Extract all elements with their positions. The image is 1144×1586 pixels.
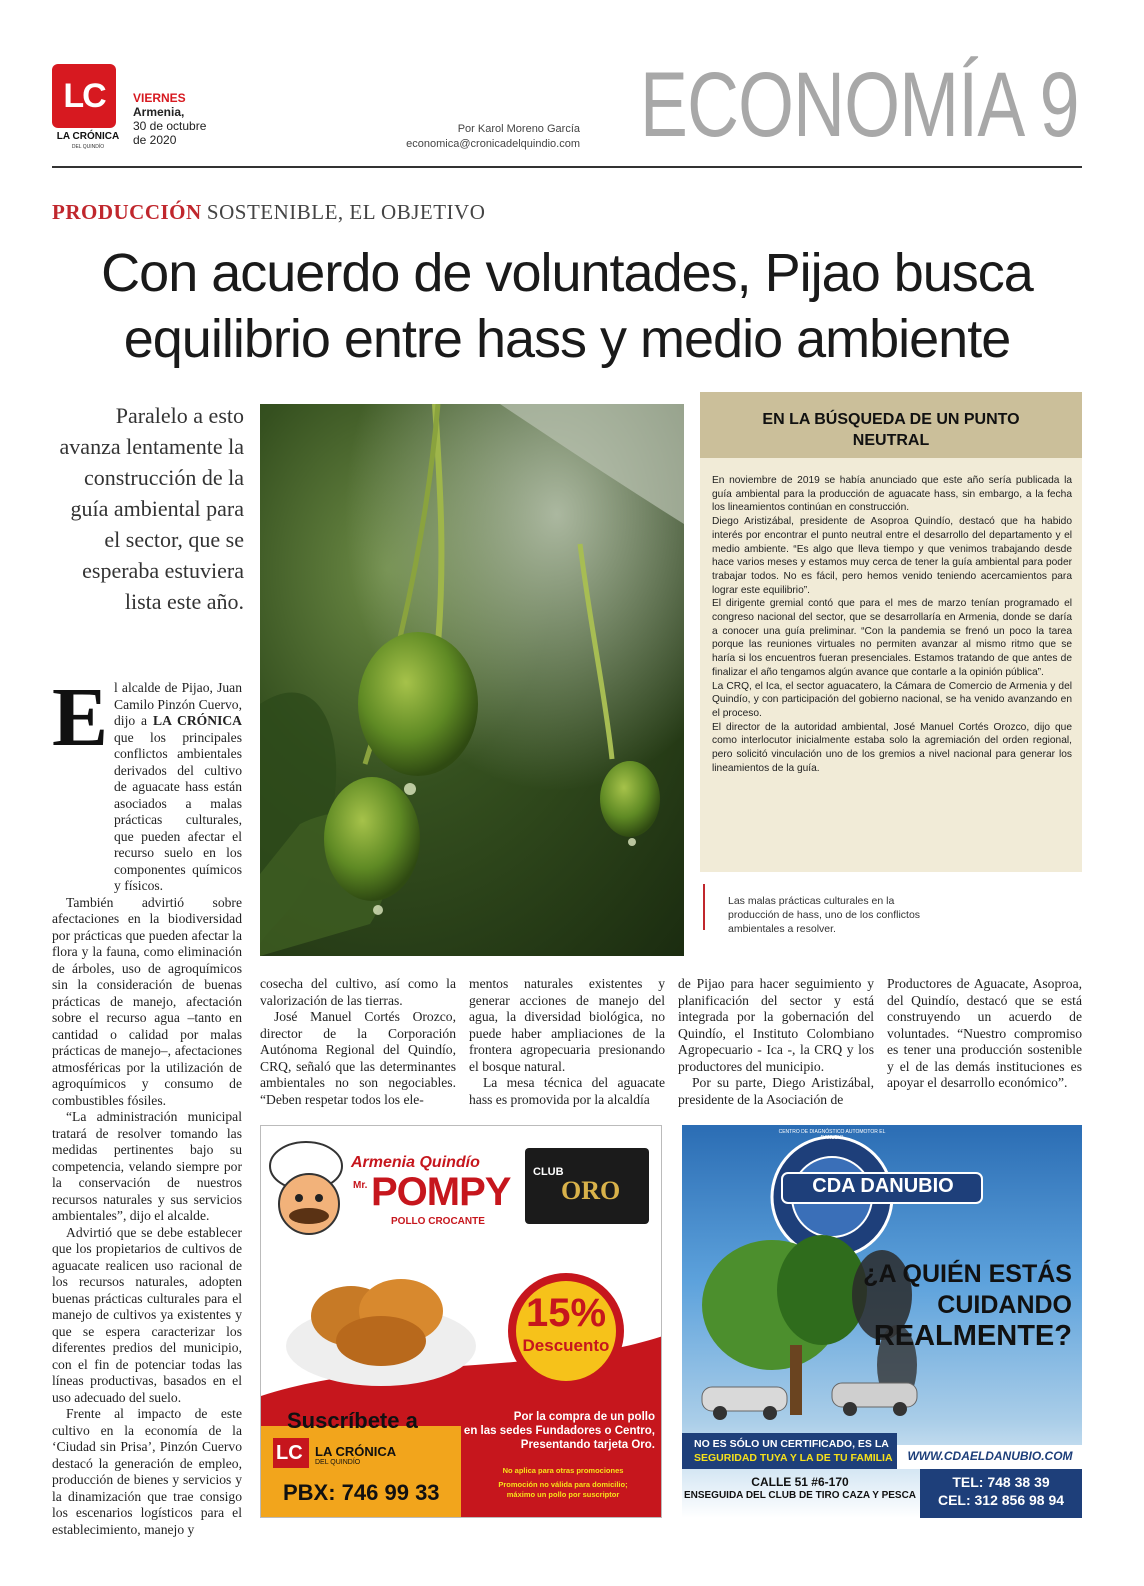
lc-ad-logo: LC	[276, 1442, 303, 1464]
body-column-1	[52, 671, 242, 1538]
issue-city: Armenia,	[133, 105, 185, 119]
cda-address: CALLE 51 #6-170 ENSEGUIDA DEL CLUB DE TIRO CAZA Y PESCA	[683, 1475, 917, 1501]
caption-marker	[703, 884, 705, 930]
pompy-brand-prefix: Mr.	[353, 1180, 368, 1191]
pompy-tagline: POLLO CROCANTE	[391, 1216, 485, 1227]
lc-ad-sub: DEL QUINDÍO	[315, 1459, 361, 1466]
cda-question: ¿A QUIÉN ESTÁS CUIDANDO REALMENTE?	[863, 1260, 1072, 1352]
logo-name: LA CRÓNICA	[56, 131, 120, 142]
kicker-rest: SOSTENIBLE, EL OBJETIVO	[206, 200, 486, 224]
body-paragraph: Advirtió que se debe establecer que los propietarios de cultivos de aguacate realicen uso racional de los recursos naturales, adopten buenas prácticas culturales para el manejo de cultivos ya existentes y que se espera caracterizar los diferentes predios del municipio, con el fin de potenciar todas las líneas productivas, basados en el uso adecuado del suelo.	[52, 1224, 242, 1405]
body-paragraph: Productores de Aguacate, Asoproa, del Quindío, destacó que se está construyendo un acuerdo de voluntades. “Nuestro compromiso es tener una producción sostenible y el de las demás instituciones es apoyar el desarrollo económico”.	[887, 976, 1082, 1090]
body-paragraph: Frente al impacto de este cultivo en la economía de la ‘Ciudad sin Prisa’, Pinzón Cuervo destacó la generación de empleo, producción de bienes y servicios y la dinamización que trae consigo los escenarios logísticos para el establecimiento, manejo y	[52, 1406, 242, 1537]
author-email: economica@cronicadelquindio.com	[406, 138, 580, 150]
body-paragraph: También advirtió sobre afectaciones en la biodiversidad por prácticas que pueden afectar la flora y la fauna, como eliminación de árboles, uso de agroquímicos sin la consideración de buenas prácticas de manejo, afectación sobre el recurso agua –tanto en cantidad o calidad por malas prácticas de manejo–, afectaciones atmosféricas por la utilización de agroquímicos y consumo de combustibles fósiles.	[52, 894, 242, 1108]
pompy-brand: POMPY	[371, 1170, 511, 1214]
cda-brand: CDA DANUBIO	[812, 1175, 954, 1197]
chef-mascot-icon	[270, 1142, 342, 1234]
photo-caption: Las malas prácticas culturales en la producción de hass, uno de los conflictos ambientales a resolver.	[728, 895, 921, 935]
pbx-number: PBX: 746 99 33	[283, 1480, 440, 1505]
body-column-4	[678, 976, 874, 1108]
issue-date	[133, 91, 206, 147]
body-paragraph: cosecha del cultivo, así como la valorización de las tierras.	[260, 976, 456, 1008]
body-paragraph: La mesa técnica del aguacate hass es promovida por la alcaldía	[469, 1075, 665, 1107]
cda-phones: TEL: 748 38 39 CEL: 312 856 98 94	[937, 1474, 1065, 1508]
issue-day: VIERNES	[133, 91, 186, 105]
cda-ring-text: CENTRO DE DIAGNÓSTICO AUTOMOTOR EL DANUBIO	[778, 1129, 886, 1141]
cda-slogan: NO ES SÓLO UN CERTIFICADO, ES LA SEGURIDAD TUYA Y LA DE TU FAMILIA	[694, 1438, 893, 1464]
discount-percent: 15%	[525, 1291, 607, 1335]
discount-label: Descuento	[522, 1336, 610, 1355]
body-paragraph: de Pijao para hacer seguimiento y planificación del sector y está integrada por la gobernación del Quindío, el Instituto Colombiano Agropecuario - Ica -, la CRQ y los productores del municipio.	[678, 976, 874, 1074]
body-paragraph: mentos naturales existentes y generar acciones de manejo del agua, la diversidad biológica, no puede haber ampliaciones de la frontera agropecuaria presionando el bosque natural.	[469, 976, 665, 1074]
body-paragraph: “La administración municipal tratará de resolver tomando las medidas pertinentes bajo su competencia, velando siempre por la conservación de nuestros recursos naturales y sus servicios ambientales”, dijo el alcalde.	[52, 1109, 242, 1223]
headline-line1: Con acuerdo de voluntades, Pijao busca	[101, 243, 1033, 303]
deck: Paralelo a esto avanza lentamente la construcción de la guía ambiental para el sector, que se esperaba estuviera lista este año.	[59, 403, 244, 614]
sidebar-title: EN LA BÚSQUEDA DE UN PUNTO NEUTRAL	[700, 392, 1082, 458]
pompy-region: Armenia Quindío	[351, 1154, 480, 1171]
sidebar-body	[712, 474, 1072, 775]
club-label: CLUB	[533, 1166, 564, 1178]
sidebar-paragraph: El dirigente gremial contó que para el mes de marzo tenían programado el congreso nacional del sector, que se desarrollaría en Armenia, donde se daría a conocer una guía preliminar. “Con la pandemia se frenó un poco la tarea porque las reuniones virtuales no permiten avanzar al mismo ritmo que se haría si los encuentros fueran presenciales. Estamos tratando de que antes de finalizar el año tengamos algún avance que contarle a la opinión pública”.	[712, 598, 1072, 678]
avocado-illustration	[260, 404, 684, 956]
logo: LC	[52, 64, 116, 128]
body-paragraph: Por su parte, Diego Aristizábal, presidente de la Asociación de	[678, 1075, 874, 1107]
issue-date-line2: de 2020	[133, 133, 177, 147]
kicker	[52, 200, 485, 225]
body-column-3	[469, 976, 665, 1108]
body-paragraph: José Manuel Cortés Orozco, director de la Corporación Autónoma Regional del Quindío, CRQ, señaló que las determinantes ambientales no son negociables. “Deben respetar todos los ele-	[260, 1009, 456, 1107]
author: Por Karol Moreno García	[457, 123, 580, 135]
body-column-2	[260, 976, 456, 1108]
body-column-5	[887, 976, 1082, 1092]
club-oro-label: ORO	[561, 1176, 621, 1205]
kicker-bold: PRODUCCIÓN	[52, 200, 202, 224]
headline	[52, 240, 1082, 372]
cda-website[interactable]: WWW.CDAELDANUBIO.COM	[907, 1449, 1073, 1463]
drop-cap: E	[52, 671, 109, 764]
body-paragraph: l alcalde de Pijao, Juan Camilo Pinzón Cuervo, dijo a LA CRÓNICA que los principales conflictos ambientales derivados del cultivo de aguacate hass están asociados a malas prácticas culturales, que pueden afectar el recurso suelo en los componentes químicos y físicos.	[114, 680, 242, 893]
pompy-ad[interactable]	[260, 1125, 662, 1518]
sidebar-paragraph: El director de la autoridad ambiental, José Manuel Cortés Orozco, dijo que como interlocutor inicialmente estaba solo la agremiación del orden regional, pero solicitó vinculación uno de los gremios a nivel nacional para generar los lineamientos de la guía.	[712, 721, 1072, 774]
byline	[390, 122, 580, 152]
headline-line2: equilibrio entre hass y medio ambiente	[123, 309, 1011, 369]
promo-fine-print: No aplica para otras promociones Promoción no válida para domicilio; máximo un pollo por suscriptor	[498, 1466, 628, 1499]
sidebar-paragraph: En noviembre de 2019 se había anunciado que este año sería publicada la guía ambiental para la producción de aguacate hass, sin embargo, a la fecha los lineamientos continúan en construcción.	[712, 475, 1072, 514]
cda-danubio-ad[interactable]	[682, 1125, 1082, 1518]
logo-sub: DEL QUINDÍO	[71, 144, 105, 150]
section-title: ECONOMÍA 9	[640, 54, 1079, 156]
sidebar-paragraph: La CRQ, el Ica, el sector aguacatero, la Cámara de Comercio de Armenia y del Quindío, y con participación del gobierno nacional, se ha venido avanzando en el proceso.	[712, 680, 1072, 719]
avocado-photo	[260, 404, 684, 956]
header-rule	[52, 166, 1082, 168]
sidebar-paragraph: Diego Aristizábal, presidente de Asoproa Quindío, destacó que ha habido interés por encontrar el punto neutral entre el desarrollo del departamento y el medio ambiente. “Es algo que lleva tiempo y que venimos trabajando desde hace varios meses y estamos muy cerca de tener la guía ambiental para poder trabajar todos. No es fácil, pero hemos venido teniendo acercamientos para lograr este equilibrio”.	[712, 516, 1072, 596]
subscribe-label: Suscríbete a	[287, 1408, 418, 1433]
promo-text: Por la compra de un pollo en las sedes Fundadores o Centro, Presentando tarjeta Oro.	[463, 1411, 655, 1451]
issue-date-line1: 30 de octubre	[133, 119, 207, 133]
lc-ad-name: LA CRÓNICA	[315, 1444, 397, 1459]
paper-name: LA CRÓNICA	[153, 713, 242, 728]
